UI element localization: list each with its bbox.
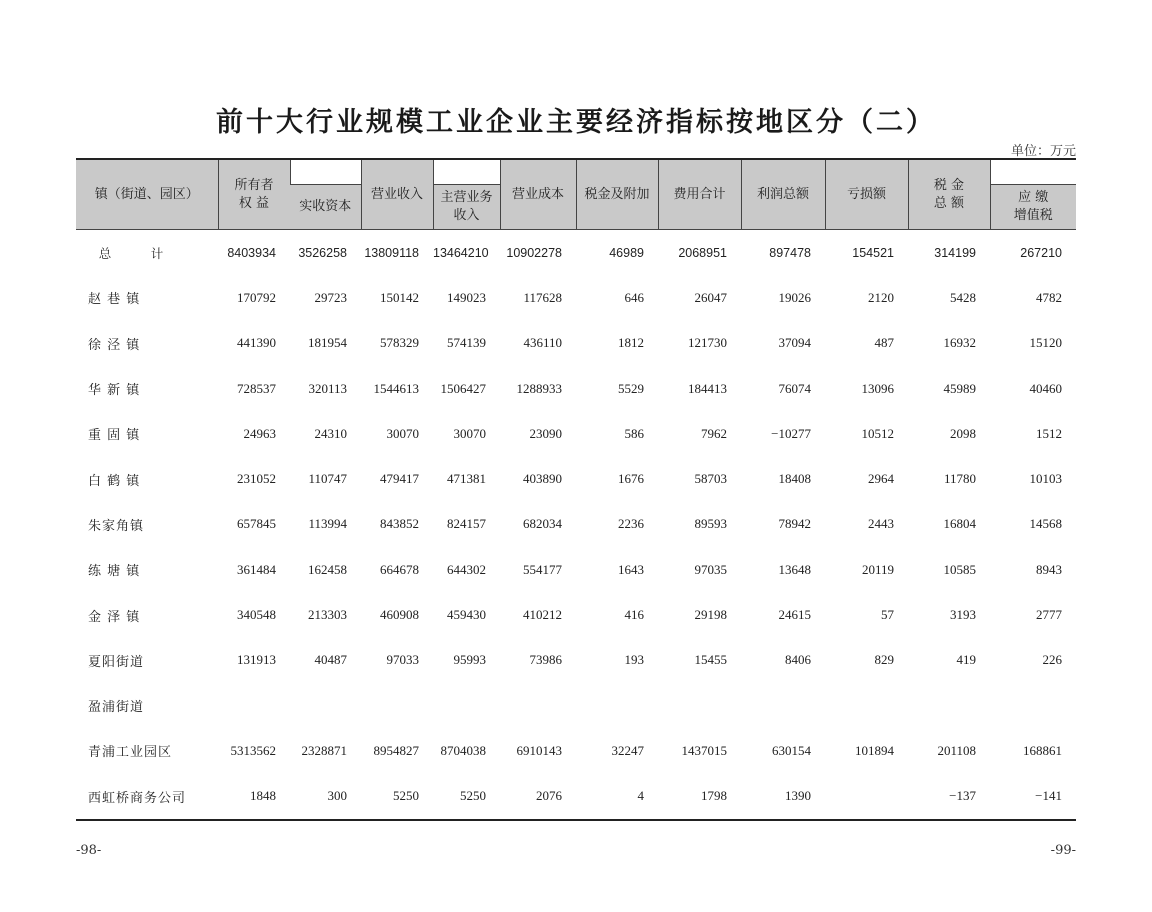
value-cell: 657845 [237,516,276,532]
value-cell: 226 [1042,652,1062,668]
value-cell: 162458 [308,561,347,577]
region-name-cell: 盈浦街道 [88,700,145,716]
value-cell: 201108 [937,742,976,758]
value-cell: 7962 [701,425,727,441]
value-cell: 20119 [861,561,894,577]
table-row [76,411,1076,456]
value-cell [658,683,741,728]
header-loss: 亏损额 [825,159,908,230]
value-cell: 26047 [694,289,727,305]
header-profit: 利润总额 [741,159,825,230]
region-name-cell: 青浦工业园区 [88,745,173,761]
header-tax-total: 税 金 总 额 [908,159,990,230]
value-cell: 586 [624,425,644,441]
value-cell [576,683,658,728]
region-name-cell: 总 计 [98,246,182,261]
value-cell: 73986 [529,652,562,668]
value-cell: 46989 [609,245,644,260]
region-name-cell: 金 泽 镇 [88,609,141,625]
value-cell [741,683,825,728]
value-cell: 168861 [1023,742,1062,758]
region-name-cell: 徐 泾 镇 [88,337,141,353]
value-cell: 150142 [380,289,419,305]
value-cell: 3193 [950,607,976,623]
value-cell: 32247 [611,742,644,758]
value-cell [433,683,500,728]
table-row [76,366,1076,411]
region-name-cell: 白 鹤 镇 [88,473,141,489]
table-row [76,456,1076,501]
table-row [76,638,1076,683]
value-cell: 1676 [618,471,644,487]
region-name-cell: 朱家角镇 [88,518,145,534]
value-cell: 29198 [694,607,727,623]
table-body [76,230,1076,820]
value-cell: 2120 [868,289,894,305]
value-cell: 40460 [1029,380,1062,396]
value-cell: 403890 [523,471,562,487]
value-cell: 1437015 [681,742,727,758]
value-cell: 181954 [308,335,347,351]
value-cell: 2236 [618,516,644,532]
region-name-cell: 西虹桥商务公司 [88,790,187,806]
value-cell: 30070 [386,425,419,441]
value-cell: 14568 [1029,516,1062,532]
value-cell: 1506427 [440,380,486,396]
value-cell [361,683,433,728]
header-vat: 应 缴 增值税 [990,185,1076,230]
value-cell: 184413 [688,380,727,396]
value-cell: 89593 [694,516,727,532]
value-cell: 8403934 [227,245,276,260]
value-cell: 1288933 [516,380,562,396]
indicator-table-container [76,158,1076,821]
unit-label: 单位：万元 [1010,144,1076,159]
value-cell: 459430 [447,607,486,623]
value-cell: 23090 [529,425,562,441]
header-main-revenue: 主营业务 收入 [433,185,500,230]
value-cell: 646 [624,289,644,305]
value-cell: 6910143 [516,742,562,758]
value-cell: 19026 [778,289,811,305]
table-row [76,592,1076,637]
value-cell: 149023 [447,289,486,305]
value-cell: 4 [637,788,644,804]
value-cell: 314199 [934,245,976,260]
value-cell: 57 [881,607,894,623]
header-revenue: 营业收入 [361,159,433,230]
value-cell: 2328871 [301,742,347,758]
value-cell: 2076 [536,788,562,804]
value-cell: 18408 [778,471,811,487]
value-cell: 479417 [380,471,419,487]
header-equity: 所有者 权 益 [218,159,290,230]
page-number-left: -98- [76,843,102,858]
value-cell: 13809118 [364,245,419,260]
value-cell: 29723 [314,289,347,305]
page-title: 前十大行业规模工业企业主要经济指标按地区分（二） [216,107,936,138]
value-cell: 76074 [778,380,811,396]
table-row [76,321,1076,366]
value-cell: 5250 [393,788,419,804]
value-cell: 13096 [861,380,894,396]
value-cell: 487 [874,335,894,351]
value-cell: 15455 [694,652,727,668]
value-cell: 897478 [769,245,811,260]
value-cell: 110747 [308,471,347,487]
value-cell: 441390 [237,335,276,351]
table-row [76,728,1076,773]
value-cell: 682034 [523,516,562,532]
value-cell: 10103 [1029,471,1062,487]
value-cell: 24310 [314,425,347,441]
region-name-cell: 华 新 镇 [88,383,141,399]
value-cell: 58703 [694,471,727,487]
value-cell [218,683,290,728]
value-cell: 8943 [1036,561,1062,577]
value-cell: 10585 [943,561,976,577]
value-cell: 16804 [943,516,976,532]
value-cell: 37094 [778,335,811,351]
value-cell: 1544613 [373,380,419,396]
table-row [76,502,1076,547]
value-cell: 829 [874,652,894,668]
value-cell: 1848 [250,788,276,804]
value-cell [990,683,1076,728]
value-cell: 5250 [460,788,486,804]
value-cell: 13464210 [433,245,489,260]
value-cell: 97035 [694,561,727,577]
value-cell: 121730 [688,335,727,351]
value-cell: 471381 [447,471,486,487]
value-cell: 300 [327,788,347,804]
value-cell: 2443 [868,516,894,532]
value-cell: 45989 [943,380,976,396]
value-cell: 15120 [1029,335,1062,351]
value-cell: 170792 [237,289,276,305]
value-cell: 10512 [861,425,894,441]
value-cell: 361484 [237,561,276,577]
value-cell: 824157 [447,516,486,532]
value-cell: 1798 [701,788,727,804]
value-cell [500,683,576,728]
value-cell: 3526258 [298,245,347,260]
value-cell: 117628 [523,289,562,305]
value-cell: 4782 [1036,289,1062,305]
value-cell: 2964 [868,471,894,487]
value-cell: 436110 [523,335,562,351]
header-region: 镇（街道、园区） [76,159,218,230]
value-cell: −10277 [771,425,811,441]
value-cell: 460908 [380,607,419,623]
value-cell: 16932 [943,335,976,351]
value-cell: 24615 [778,607,811,623]
table-row [76,547,1076,592]
value-cell: 664678 [380,561,419,577]
indicator-table [76,158,1076,821]
value-cell: 213303 [308,607,347,623]
value-cell: −137 [949,788,976,804]
region-name-cell: 重 固 镇 [88,428,141,444]
value-cell: 193 [624,652,644,668]
total-row [76,230,1076,276]
region-name-cell: 赵 巷 镇 [88,292,141,308]
value-cell: 101894 [855,742,894,758]
region-name-cell: 练 塘 镇 [88,564,141,580]
value-cell: 231052 [237,471,276,487]
header-expenses: 费用合计 [658,159,741,230]
value-cell: 40487 [314,652,347,668]
table-row [76,774,1076,820]
value-cell: 843852 [380,516,419,532]
value-cell: 578329 [380,335,419,351]
value-cell: 419 [956,652,976,668]
value-cell: 2777 [1036,607,1062,623]
value-cell: 416 [624,607,644,623]
page-number-right: -99- [1050,843,1076,858]
value-cell: 1812 [618,335,644,351]
value-cell: 13648 [778,561,811,577]
value-cell [908,683,990,728]
value-cell: 113994 [308,516,347,532]
table-row [76,683,1076,728]
value-cell: 1643 [618,561,644,577]
value-cell: 5313562 [230,742,276,758]
value-cell: 644302 [447,561,486,577]
value-cell: 2098 [950,425,976,441]
table-header [76,159,1076,230]
value-cell: 1512 [1036,425,1062,441]
value-cell [825,683,908,728]
value-cell: 320113 [308,380,347,396]
value-cell: 1390 [785,788,811,804]
value-cell: 5428 [950,289,976,305]
value-cell: 24963 [243,425,276,441]
region-name-cell: 夏阳街道 [88,654,145,670]
value-cell: 8954827 [373,742,419,758]
value-cell: 554177 [523,561,562,577]
value-cell: 5529 [618,380,644,396]
header-tax-surcharge: 税金及附加 [576,159,658,230]
value-cell: 78942 [778,516,811,532]
header-cost: 营业成本 [500,159,576,230]
value-cell: 11780 [943,471,976,487]
value-cell [825,774,908,820]
value-cell: 340548 [237,607,276,623]
value-cell: 728537 [237,380,276,396]
value-cell: 2068951 [678,245,727,260]
value-cell: −141 [1035,788,1062,804]
header-paid-capital: 实收资本 [290,185,361,230]
value-cell: 131913 [237,652,276,668]
value-cell: 267210 [1020,245,1062,260]
value-cell: 154521 [852,245,894,260]
value-cell: 8704038 [440,742,486,758]
value-cell: 10902278 [506,245,562,260]
value-cell: 8406 [785,652,811,668]
value-cell [290,683,361,728]
value-cell: 95993 [453,652,486,668]
value-cell: 97033 [386,652,419,668]
table-row [76,275,1076,320]
value-cell: 630154 [772,742,811,758]
value-cell: 30070 [453,425,486,441]
value-cell: 410212 [523,607,562,623]
value-cell: 574139 [447,335,486,351]
